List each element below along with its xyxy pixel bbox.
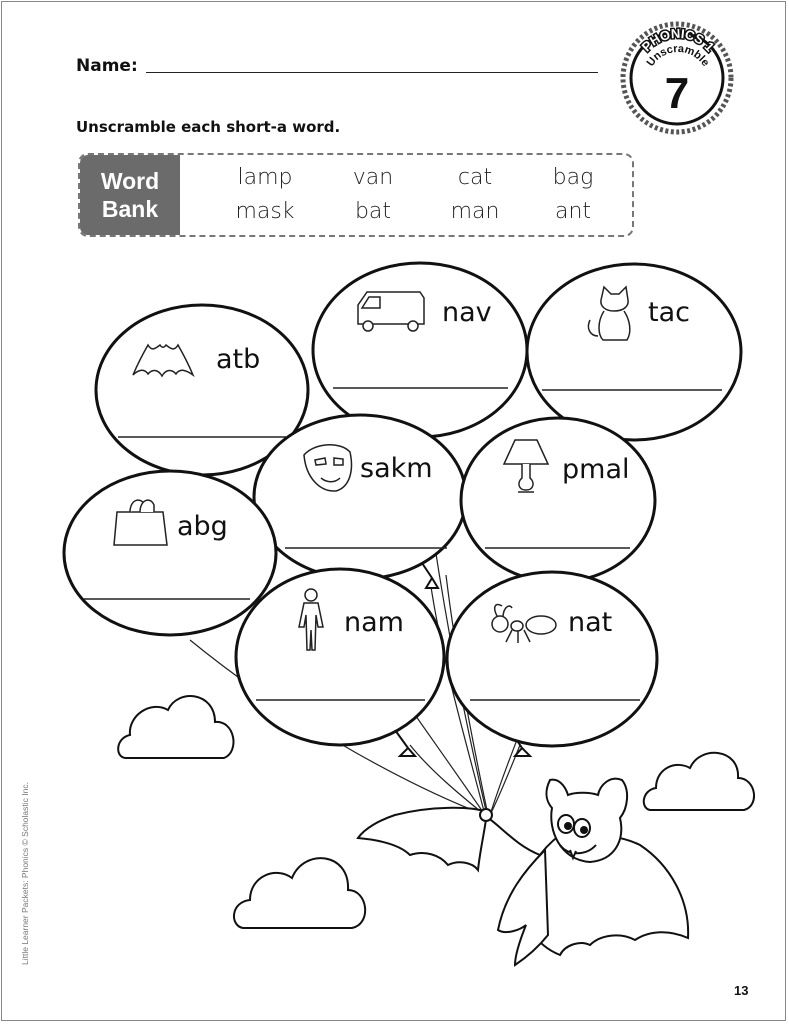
scrambled-word: abg <box>177 511 228 542</box>
scrambled-word: sakm <box>360 453 433 484</box>
word-bank-word: man <box>450 199 500 224</box>
balloon-nam <box>236 569 444 756</box>
lesson-badge <box>623 24 731 132</box>
word-bank-word: ant <box>554 199 592 224</box>
word-bank-label-line1: Word <box>100 168 160 194</box>
scrambled-word: tac <box>648 297 690 328</box>
cloud-bottom <box>234 858 365 928</box>
badge-number: 7 <box>664 69 690 118</box>
scrambled-word: pmal <box>562 454 630 485</box>
balloon-tac <box>527 264 741 440</box>
page-number: 13 <box>734 983 749 998</box>
instruction-label: Unscramble each short-a word. <box>76 118 341 136</box>
word-bank-word: mask <box>235 199 295 224</box>
scrambled-word: nav <box>442 297 492 328</box>
badge-title: PHONICS 1 <box>638 25 718 55</box>
word-bank-word: lamp <box>237 165 293 190</box>
balloon-nav <box>313 263 527 437</box>
word-bank-label-line2: Bank <box>101 196 159 222</box>
word-bank-word: bat <box>354 199 392 224</box>
name-label: Name: <box>76 56 138 76</box>
word-bank-word: bag <box>552 165 594 190</box>
balloon-nat <box>447 572 657 756</box>
cloud-right <box>644 753 754 810</box>
bat-character <box>358 779 688 965</box>
scrambled-word: nat <box>568 607 613 638</box>
word-bank-word: van <box>352 165 394 190</box>
cloud-left <box>118 696 233 758</box>
balloon-sakm <box>254 415 466 588</box>
word-bank-word: cat <box>457 165 493 190</box>
balloon-pmal <box>461 418 655 582</box>
copyright-text: Little Learner Packets: Phonics © Scholastic Inc. <box>20 782 30 965</box>
balloon-abg <box>64 471 276 635</box>
badge-subtitle: Unscramble <box>644 42 712 69</box>
scrambled-word: atb <box>216 344 261 375</box>
scrambled-word: nam <box>344 607 404 638</box>
